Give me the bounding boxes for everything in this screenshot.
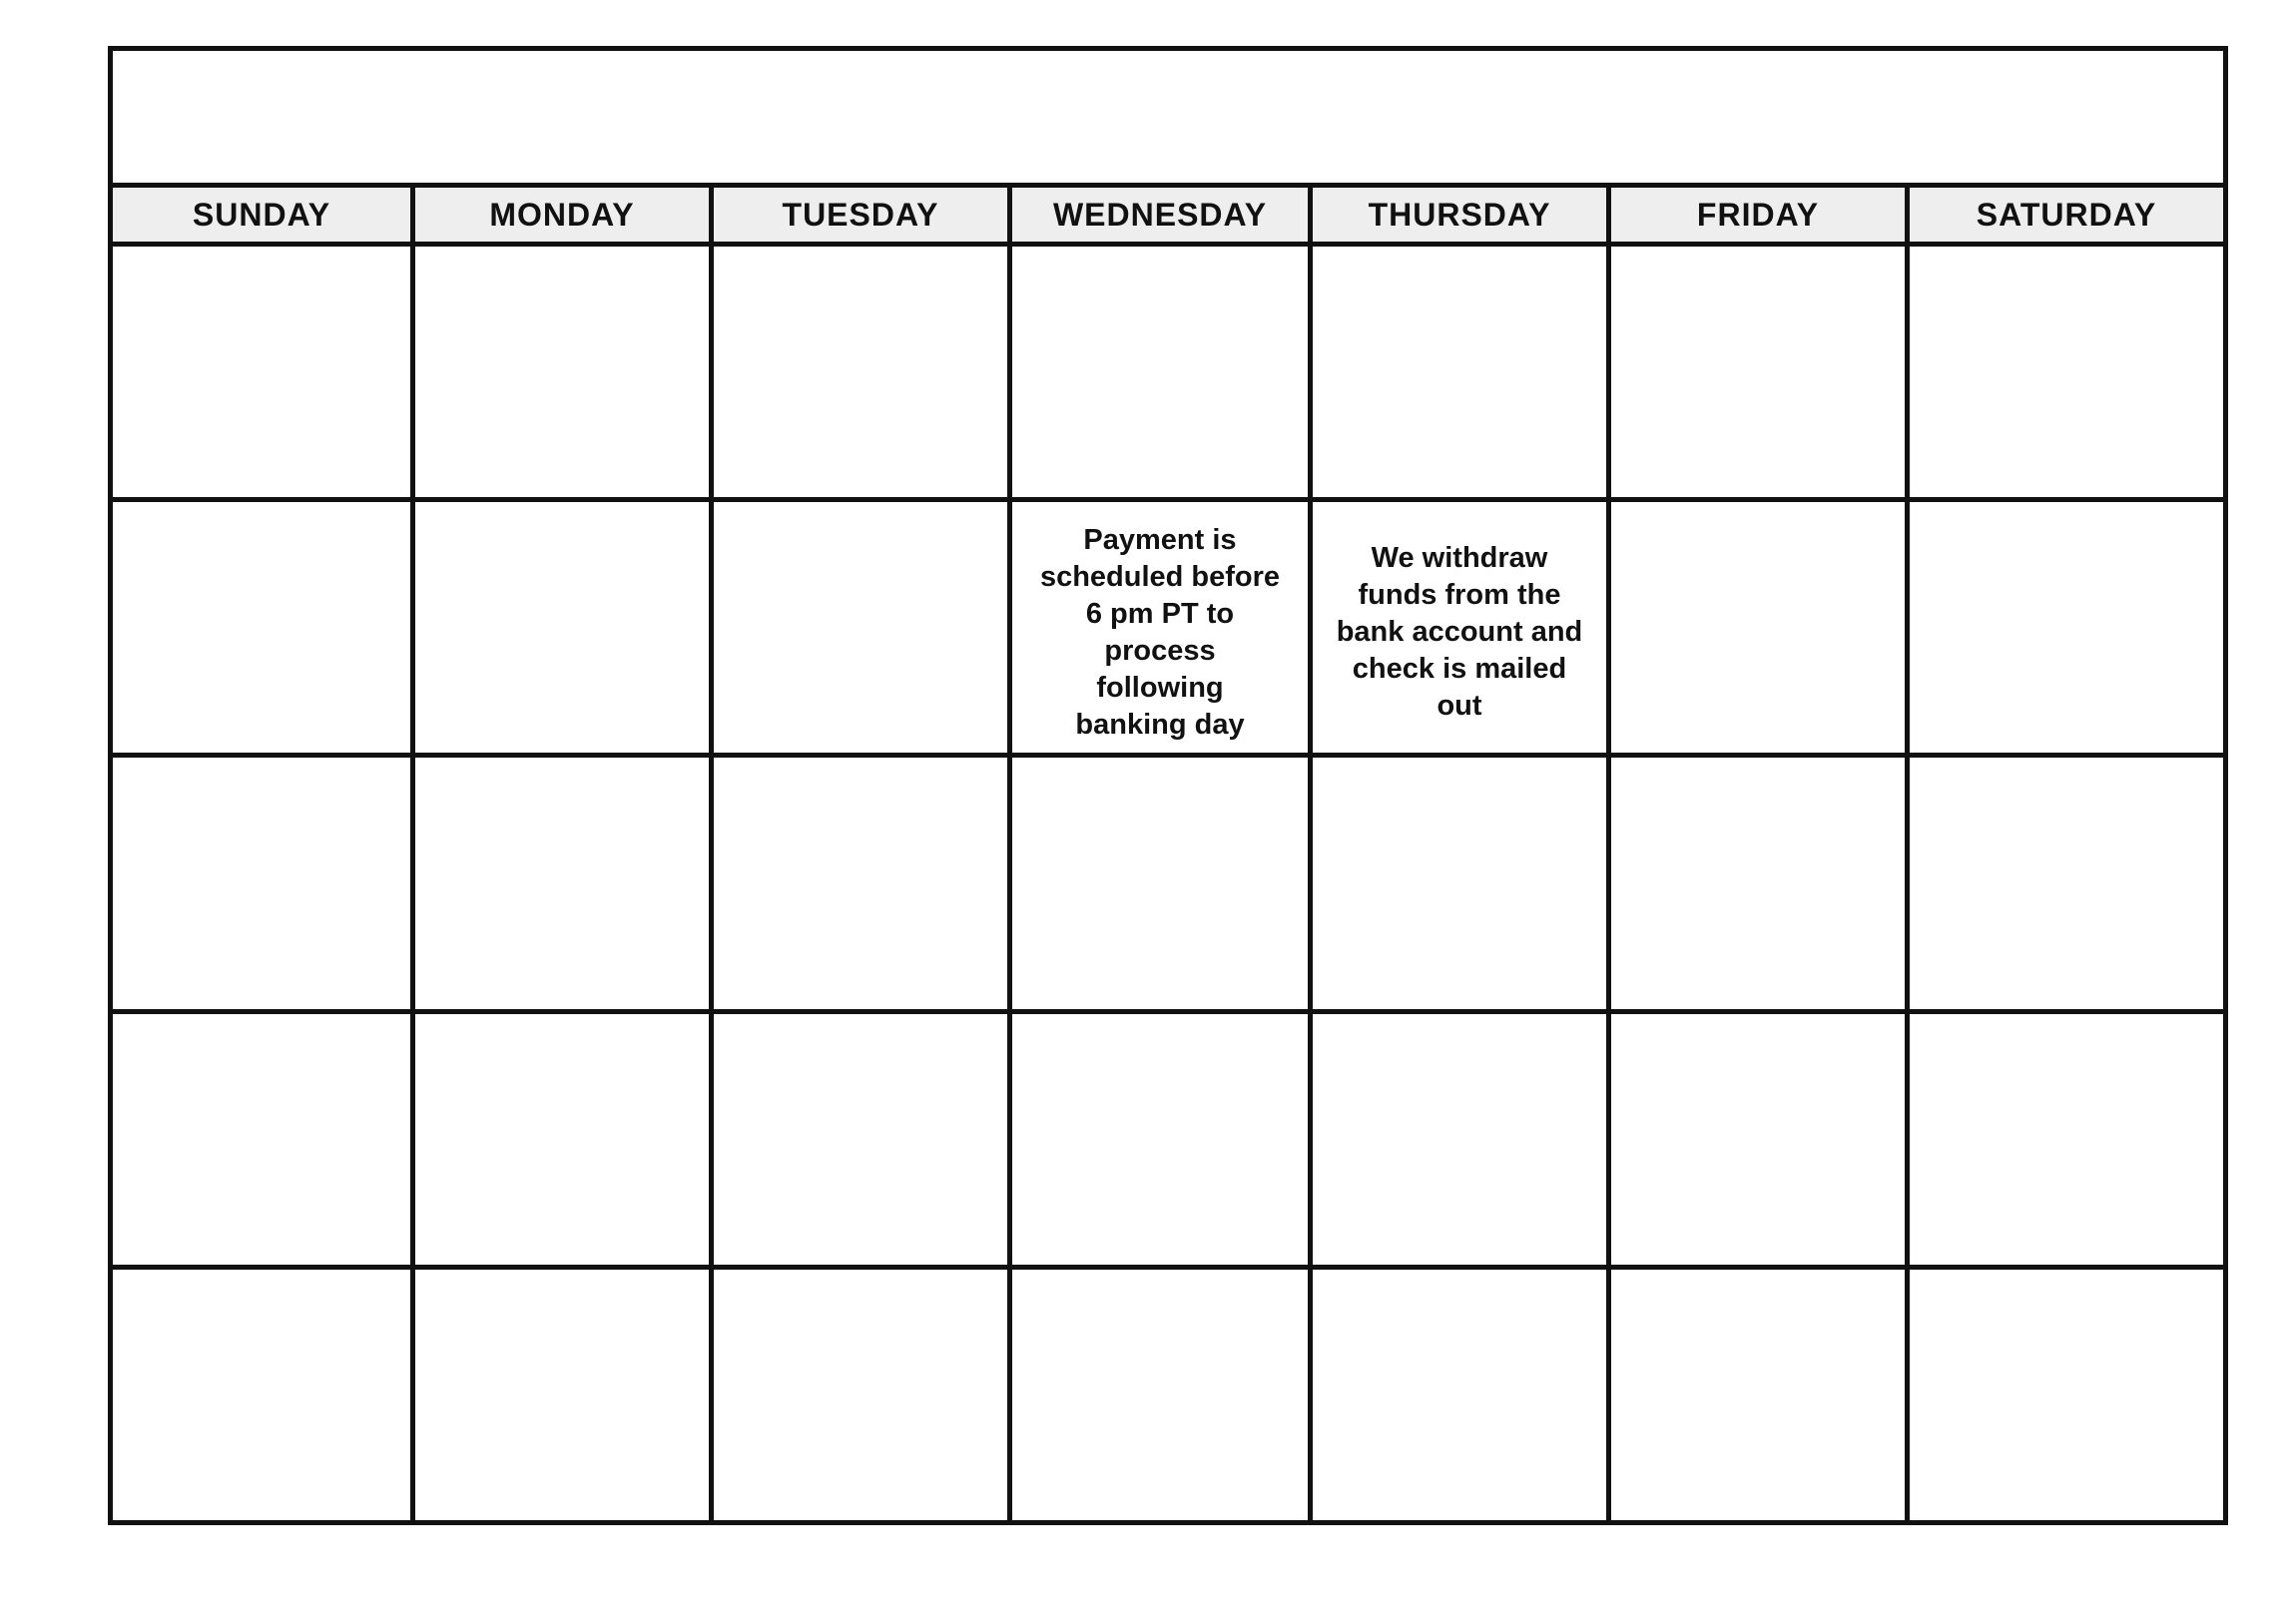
week-divider — [113, 497, 2223, 502]
week-divider — [113, 1265, 2223, 1270]
column-divider — [1308, 188, 1313, 1520]
week-divider — [113, 753, 2223, 758]
calendar-title-bar — [113, 51, 2223, 188]
column-divider — [410, 188, 415, 1520]
column-divider — [1606, 188, 1611, 1520]
day-header-thursday: THURSDAY — [1313, 188, 1606, 242]
note-thursday-week2: We withdraw funds from the bank account and check is mailed out — [1336, 542, 1583, 722]
column-divider — [1905, 188, 1910, 1520]
day-header-monday: MONDAY — [415, 188, 709, 242]
day-header-friday: FRIDAY — [1611, 188, 1905, 242]
calendar-grid — [108, 46, 2228, 1525]
column-divider — [1007, 188, 1012, 1520]
day-header-wednesday: WEDNESDAY — [1012, 188, 1308, 242]
column-divider — [709, 188, 714, 1520]
day-header-saturday: SATURDAY — [1910, 188, 2223, 242]
day-header-sunday: SUNDAY — [113, 188, 410, 242]
note-wednesday-week2: Payment is scheduled before 6 pm PT to process following banking day — [1039, 524, 1281, 741]
day-header-tuesday: TUESDAY — [714, 188, 1007, 242]
week-divider — [113, 1009, 2223, 1014]
